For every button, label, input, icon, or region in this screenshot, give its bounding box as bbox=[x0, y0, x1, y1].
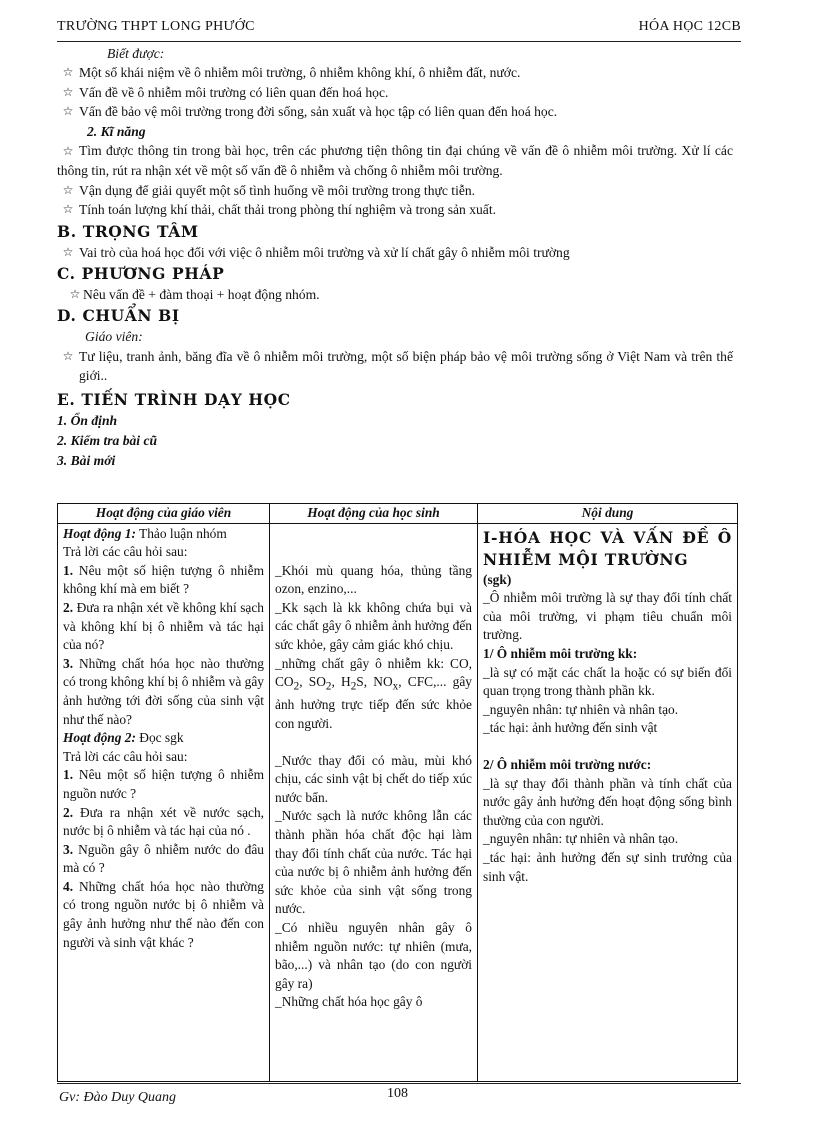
answer-item: _Khói mù quang hóa, thủng tầng ozon, enzino,... bbox=[275, 562, 472, 597]
sgk-label: (sgk) bbox=[483, 571, 512, 587]
content-title: I-HÓA HỌC VÀ VẤN ĐỀ Ô NHIỄM MỘI TRƯỜNG bbox=[483, 527, 732, 569]
ki-nang-heading: 2. Kĩ năng bbox=[87, 123, 146, 139]
star-outline-icon: ☆ bbox=[62, 65, 74, 80]
content-text: _tác hại: ảnh hưởng đến sự sinh trưởng của sinh vật. bbox=[483, 849, 732, 884]
answer-item: _Kk sạch là kk không chứa bụi và các chất gây ô nhiễm ảnh hưởng đến sức khỏe, gây cảm giác khó chịu. bbox=[275, 599, 472, 652]
list-item: ☆ Vai trò của hoá học đối với việc ô nhiễm môi trường và xử lí chất gây ô nhiễm môi trường bbox=[57, 243, 733, 262]
student-activity-cell bbox=[270, 523, 478, 1081]
question-item: 3. Những chất hóa học nào thường có trong không khí bị ô nhiễm và gây ảnh hưởng tới đời sống của sinh vật như thế nào? bbox=[63, 655, 264, 727]
section-b-heading: B. TRỌNG TÂM bbox=[57, 221, 199, 241]
content-text: _nguyên nhân: tự nhiên và nhân tạo. bbox=[483, 701, 679, 717]
content-text: _nguyên nhân: tự nhiên và nhân tạo. bbox=[483, 831, 679, 847]
step-1: 1. Ổn định bbox=[57, 412, 118, 428]
section-c-heading: C. PHƯƠNG PHÁP bbox=[57, 264, 225, 284]
header-teacher: Hoạt động của giáo viên bbox=[58, 504, 270, 524]
answer-item: _Nước sạch là nước không lẫn các thành phần hóa chất độc hại làm thay đổi tính chất của nước. Tác hại của nước bị ô nhiễm ảnh hưởng đến sức khỏe của sinh vật sống trong nước. bbox=[275, 808, 472, 917]
giao-vien-label: Giáo viên: bbox=[85, 329, 143, 345]
page-footer bbox=[57, 1083, 741, 1114]
answer-item: _Những chất hóa học gây ô bbox=[275, 994, 423, 1010]
table-header-row bbox=[58, 504, 738, 524]
step-3: 3. Bài mới bbox=[57, 452, 116, 468]
teacher-name: Gv: Đào Duy Quang bbox=[59, 1090, 177, 1105]
question-item: 1. Nêu một số hiện tượng ô nhiễm không khí mà em biết ? bbox=[63, 562, 264, 597]
page-header bbox=[57, 19, 741, 42]
list-item: ☆ Tìm được thông tin trong bài học, trên các phương tiện thông tin đại chúng về vấn đề ô nhiễm môi trường. Xử lí các thông tin, rút ra nhận xét về một số vấn đề ô nhiễm và chống ô nhiễm môi trường. bbox=[57, 143, 733, 179]
section-d-heading: D. CHUẨN BỊ bbox=[57, 306, 180, 326]
header-student: Hoạt động của học sinh bbox=[270, 504, 478, 524]
star-outline-icon: ☆ bbox=[62, 348, 74, 363]
question-item: 2. Đưa ra nhận xét về nước sạch, nước bị ô nhiễm và tác hại của nó . bbox=[63, 804, 264, 839]
content-text: _là sự có mặt các chất la hoặc có sự biến đổi quan trọng trong thành phần kk. bbox=[483, 664, 732, 699]
activity-2-title: Hoạt động 2: bbox=[63, 730, 136, 746]
page-content bbox=[57, 44, 733, 471]
school-name: TRƯỜNG THPT LONG PHƯỚC bbox=[57, 19, 255, 34]
header-content: Nội dung bbox=[478, 504, 738, 524]
star-outline-icon: ☆ bbox=[62, 144, 74, 159]
section-e-heading: E. TIẾN TRÌNH DẠY HỌC bbox=[57, 389, 291, 409]
biet-duoc-label: Biết được: bbox=[107, 46, 165, 61]
content-cell bbox=[478, 523, 738, 1081]
activity-1-intro: Trả lời các câu hỏi sau: bbox=[63, 544, 188, 560]
content-text: _Ô nhiễm môi trường là sự thay đổi tính chất của môi trường, vi phạm tiêu chuẩn môi trường. bbox=[483, 590, 732, 643]
list-item: ☆ Vận dụng để giải quyết một số tình huống về môi trường trong thực tiễn. bbox=[57, 181, 733, 200]
lesson-table bbox=[57, 503, 738, 1082]
activity-1-title: Hoạt động 1: bbox=[63, 525, 136, 541]
activity-2-text: Đọc sgk bbox=[135, 730, 184, 746]
question-item: 3. Nguồn gây ô nhiễm nước do đâu mà có ? bbox=[63, 841, 264, 876]
question-item: 2. Đưa ra nhận xét về không khí sạch và không khí bị ô nhiễm và tác hại của nó? bbox=[63, 599, 264, 653]
list-item: ☆ Vấn đề bảo vệ môi trường trong đời sống, sản xuất và học tập có liên quan đến hoá học. bbox=[57, 102, 733, 121]
list-item: ☆ Tính toán lượng khí thải, chất thải trong phòng thí nghiệm và trong sản xuất. bbox=[57, 200, 733, 219]
content-text: _là sự thay đổi thành phần và tính chất của nước gây ảnh hưởng đến hoạt động sống bình thường của con người. bbox=[483, 775, 732, 828]
content-text: _tác hại: ảnh hưởng đến sinh vật bbox=[483, 720, 658, 736]
page-number: 108 bbox=[387, 1086, 408, 1101]
content-subheading: 2/ Ô nhiễm môi trường nước: bbox=[483, 756, 652, 772]
list-item: ☆ Tư liệu, tranh ảnh, băng đĩa về ô nhiễm môi trường, một số biện pháp bảo vệ môi trường sống ở Việt Nam và trên thế giới.. bbox=[57, 347, 733, 386]
teacher-activity-cell bbox=[58, 523, 270, 1081]
star-outline-icon: ☆ bbox=[62, 104, 74, 119]
star-outline-icon: ☆ bbox=[62, 244, 74, 259]
table-row bbox=[58, 523, 738, 1081]
answer-item: _Nước thay đổi có màu, mùi khó chịu, các sinh vật bị chết do tiếp xúc nước bẩn. bbox=[275, 752, 472, 805]
list-item: ☆ Một số khái niệm về ô nhiễm môi trường, ô nhiễm không khí, ô nhiễm đất, nước. bbox=[57, 63, 733, 82]
subject-name: HÓA HỌC 12CB bbox=[638, 19, 741, 34]
star-outline-icon: ☆ bbox=[69, 287, 81, 302]
list-item: ☆ Nêu vấn đề + đàm thoại + hoạt động nhóm. bbox=[57, 285, 733, 304]
list-item: ☆ Vấn đề về ô nhiễm môi trường có liên quan đến hoá học. bbox=[57, 83, 733, 102]
star-outline-icon: ☆ bbox=[62, 84, 74, 99]
question-item: 1. Nêu một số hiện tượng ô nhiễm nguồn nước ? bbox=[63, 767, 264, 801]
answer-item: _những chất gây ô nhiễm kk: CO, $CO_2$, $SO_2$, $H_2S$, $NO_x$, CFC,... gây ảnh hưởng trực tiếp đến sức khỏe con người. bbox=[275, 655, 473, 732]
step-2: 2. Kiểm tra bài cũ bbox=[57, 432, 158, 448]
activity-2-intro: Trả lời các câu hỏi sau: bbox=[63, 748, 188, 764]
question-item: 4. Những chất hóa học nào thường có trong nguồn nước bị ô nhiễm và gây ảnh hưởng như thế nào đến con người và sinh vật khác ? bbox=[63, 878, 264, 950]
star-outline-icon: ☆ bbox=[62, 202, 74, 217]
star-outline-icon: ☆ bbox=[62, 182, 74, 197]
activity-1-text: Thảo luận nhóm bbox=[135, 525, 227, 541]
answer-item: _Có nhiều nguyên nhân gây ô nhiễm nguồn nước: tự nhiên (mưa, bão,...) và nhân tạo (do con người gây ra) bbox=[275, 919, 472, 991]
content-subheading: 1/ Ô nhiễm môi trường kk: bbox=[483, 645, 638, 661]
